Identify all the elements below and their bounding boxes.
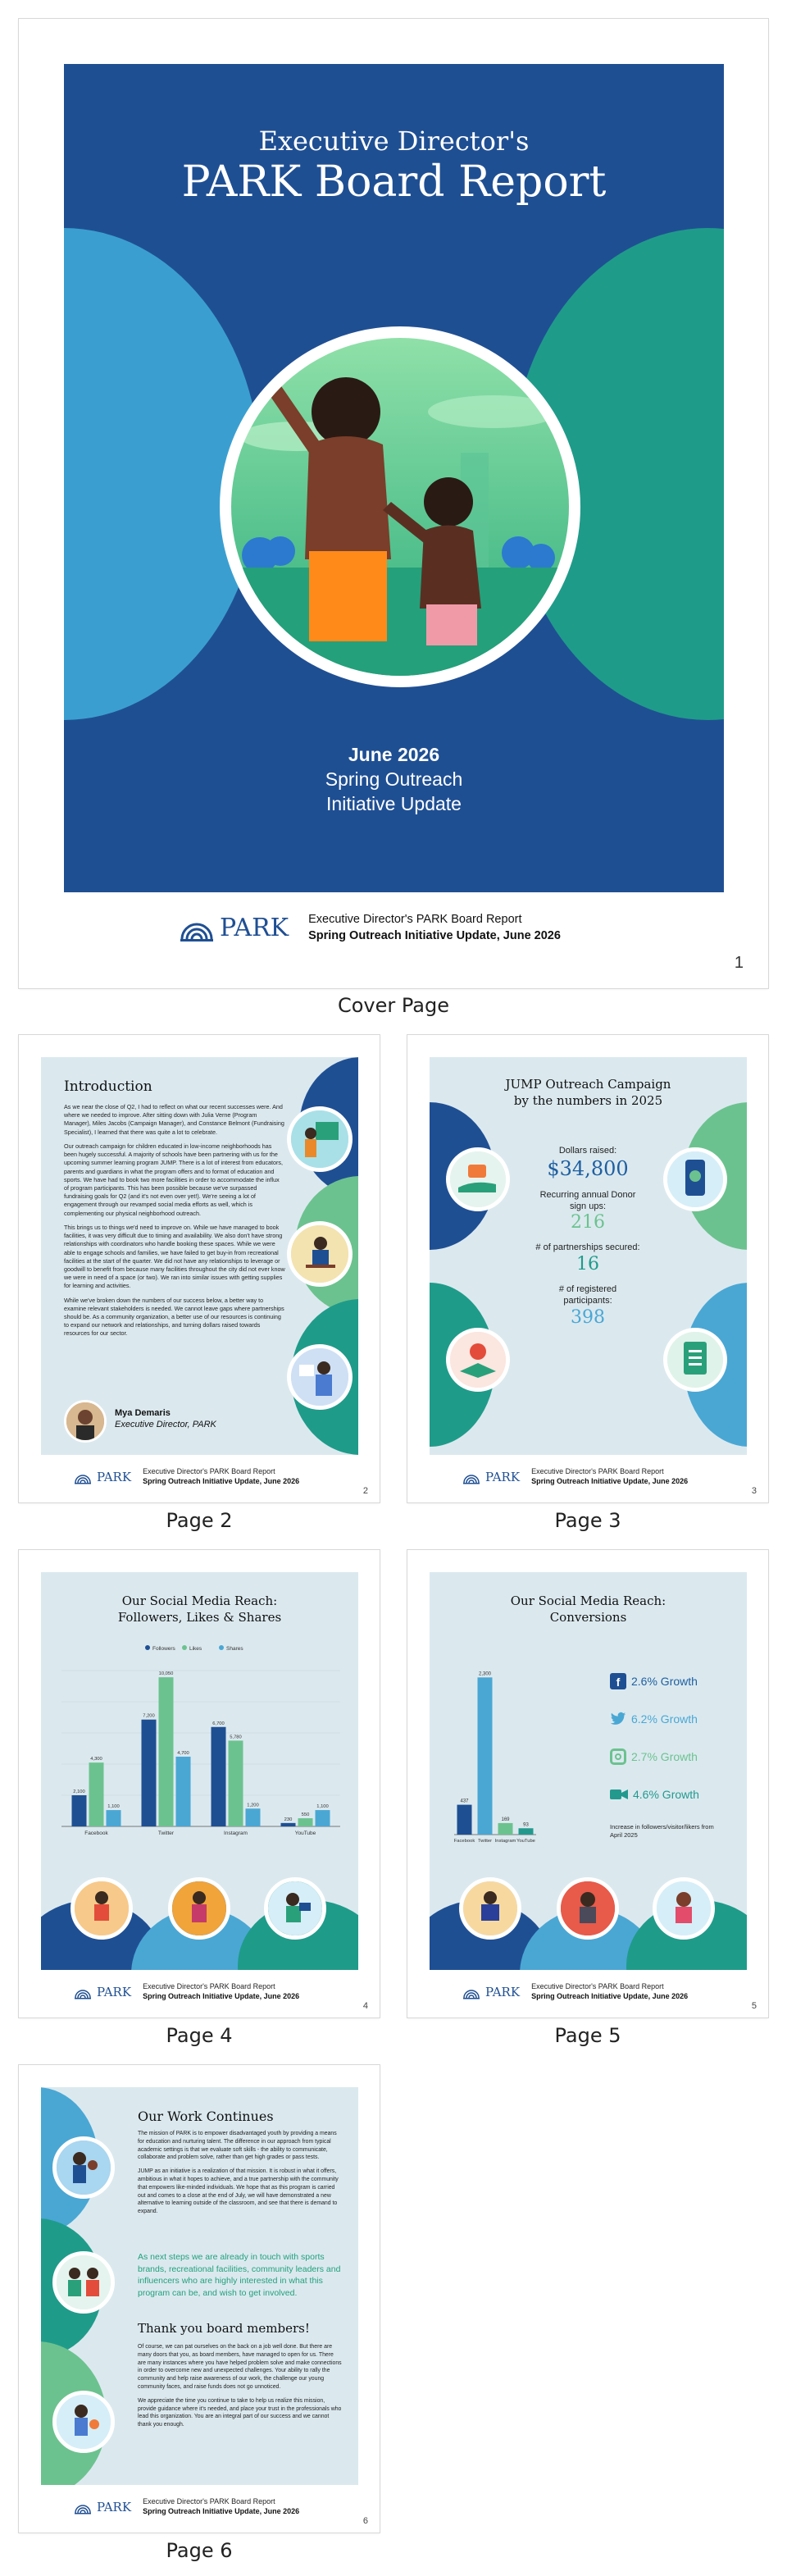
bar-facebook xyxy=(457,1805,472,1835)
stat-partnerships: 16 xyxy=(576,1254,599,1274)
stat-participants: 398 xyxy=(571,1306,605,1328)
teacher-board-icon xyxy=(291,1110,348,1168)
page3-photo-handshake xyxy=(446,1328,510,1392)
group-icon xyxy=(57,2255,111,2309)
page6-body: The mission of PARK is to empower disadvantaged youth by providing a means for education and nurturing talent. The difference in our approach from typical academic settings is that we evaluate soft skills - the ability to communicate, collaborate and problem solve, rather than get high grades or pass tests. JUMP as an initiative is a realization of that mission. It is robust in what it offers, ambitious in what it hopes to achieve, and a true partnership with the community that empowers like-minded individuals. We hope that as this program is carried out and comes to a close at the end of July, we will have demonstrated a new alternative to learning outside of the classroom, and see that there is demand to expand. xyxy=(138,2131,339,2215)
x-tick-label: Instagram xyxy=(494,1839,516,1844)
park-logo: PARK xyxy=(179,911,289,944)
legend-label-shares: Shares xyxy=(226,1646,243,1652)
page6-heading: Our Work Continues xyxy=(138,2109,274,2124)
caption-page-4: Page 4 xyxy=(166,2024,233,2047)
x-tick-label: YouTube xyxy=(516,1839,535,1844)
page2-body: As we near the close of Q2, I had to reflect on what our recent successes were. And where we needed to improve. After sitting down with Julia Verne (Program Manager), Miles Jacobs (Campaign Manager), and Constance Belmont (Fundraising Specialist), I learned that there was quite a lot to celebrate. Our outreach campaign for children educated in low-income neighborhoods has been hugely successful. A majority of schools have been partnering with us for the upcoming summer learning program JUMP. There is a lot of interest from educators, parents and guardians in what the program offers and to format of education and sports. We have had to book two more facilities in order to accommodate the influx of program participants. This has been possible because we've surpassed fundraising goals for Q2 (and it's not even over yet!). We're seeing a lot of engagement through our revamped social media efforts as well, which is complementing our physical neighborhood outreach. This brings us to things we'd need to improve on. While we have managed to book facilities, it was very difficult due to timing and availability. We also don't have strong relationships with coordinators who handle booking these spaces. While we were able to engage schools and families, we have failed to get buy-in from recreational facilities at the start of the quarter. We did not have any relationships to leverage or goodwill to benefit from because many facilities throughout the city did not ever know we were in need of a space (or two). We ran into similar issues with getting supplies for learning and activities. While we've broken down the numbers of our success below, a better way to examine relevant stakeholders is needed. We cannot leave gaps where partnerships should be. As a community organization, a better use of our resources is continuing to expand our network and relationships, and turning dollars raised towards resources for our sector. xyxy=(64,1103,285,1338)
growth-row-facebook: f 2.6% Growth xyxy=(610,1662,741,1700)
footer-text: Executive Director's PARK Board Report Spring Outreach Initiative Update, June 2026 xyxy=(531,1982,689,2000)
data-label: 1,100 xyxy=(107,1804,120,1810)
footer-text: Executive Director's PARK Board Report Spring Outreach Initiative Update, June 2026 xyxy=(531,1467,689,1485)
data-label: 7,200 xyxy=(143,1713,155,1719)
stat-donors: 216 xyxy=(571,1212,605,1233)
page6-photo-1 xyxy=(52,2136,115,2199)
page5-photo-3 xyxy=(653,1877,715,1940)
data-label: 1,100 xyxy=(316,1804,329,1810)
page5-photo-1 xyxy=(459,1877,521,1940)
page3-stats: Dollars raised: $34,800 Recurring annual Donor sign ups: 216 # of partnerships secured: 16 # of registered participants: 398 xyxy=(526,1146,649,1328)
bar-instagram xyxy=(498,1823,513,1835)
page6-photo-3 xyxy=(52,2391,115,2453)
cover-illustration xyxy=(220,326,580,687)
page2-photo-1 xyxy=(287,1106,353,1172)
x-tick-label: Facebook xyxy=(453,1839,475,1844)
data-label: 2,300 xyxy=(478,1671,492,1677)
kid-jump-icon xyxy=(75,1881,129,1935)
signer-avatar xyxy=(64,1400,107,1443)
park-logo: PARK xyxy=(74,2499,131,2515)
page6-heading2: Thank you board members! xyxy=(138,2321,310,2336)
growth-note: Increase in followers/visitor/likers from April 2025 xyxy=(610,1823,714,1840)
page-4[interactable] xyxy=(19,1550,380,2017)
cover-date-block: June 2026 Spring Outreach Initiative Update xyxy=(325,744,463,814)
data-label: 4,700 xyxy=(177,1750,189,1756)
page6-panel xyxy=(41,2087,358,2485)
signer-block: Mya Demaris Executive Director, PARK xyxy=(115,1408,216,1429)
page3-heading: JUMP Outreach Campaign by the numbers in 2025 xyxy=(505,1077,671,1108)
data-label: 6,700 xyxy=(212,1721,225,1726)
bar-twitter-likes xyxy=(159,1677,174,1826)
page2-footer xyxy=(74,1467,299,1486)
student-desk-icon xyxy=(291,1225,348,1283)
instagram-icon xyxy=(610,1748,626,1765)
page3-footer xyxy=(462,1467,688,1486)
data-label: 4,300 xyxy=(90,1757,102,1762)
cover-page xyxy=(19,19,768,988)
growth-row-instagram: 2.7% Growth xyxy=(610,1738,741,1776)
x-tick-label: Instagram xyxy=(224,1831,248,1836)
data-label: 230 xyxy=(284,1817,293,1822)
page3-photo-money xyxy=(446,1147,510,1211)
caption-page-5: Page 5 xyxy=(554,2024,621,2047)
page4-photo-3 xyxy=(264,1877,326,1940)
bar-twitter-followers xyxy=(142,1720,157,1826)
legend-marker-shares xyxy=(219,1645,224,1650)
bar-instagram-shares xyxy=(246,1808,261,1826)
park-arch-icon xyxy=(74,1984,92,2000)
avatar-photo xyxy=(66,1402,104,1440)
hand-money-icon xyxy=(450,1151,506,1207)
page-3[interactable] xyxy=(407,1035,768,1502)
mentor-icon xyxy=(57,2141,111,2195)
boy-icon xyxy=(561,1881,615,1935)
twitter-icon xyxy=(610,1712,626,1726)
legend-marker-followers xyxy=(145,1645,150,1650)
page-2[interactable] xyxy=(19,1035,380,1502)
reader-icon xyxy=(463,1881,517,1935)
phone-signup-icon xyxy=(667,1151,723,1207)
page6-number: 6 xyxy=(362,2516,368,2526)
page4-panel xyxy=(41,1572,358,1970)
bar-youtube-shares xyxy=(316,1810,330,1826)
growth-list xyxy=(610,1662,741,1840)
footer-text: Executive Director's PARK Board Report Spring Outreach Initiative Update, June 2026 xyxy=(143,2497,300,2515)
page6-highlight: As next steps we are already in touch with sports brands, recreational facilities, community leaders and influencers who are highly interested in what this program can be, and wish to get involved. xyxy=(138,2252,341,2299)
page2-heading: Introduction xyxy=(64,1078,152,1095)
park-arch-icon xyxy=(462,1469,480,1485)
conversions-chart xyxy=(438,1638,602,1859)
data-label: 93 xyxy=(523,1822,529,1828)
parent-child-illustration xyxy=(231,338,569,676)
page-5[interactable] xyxy=(407,1550,768,2017)
handshake-icon xyxy=(450,1332,506,1388)
park-arch-icon xyxy=(179,911,215,944)
page4-photo-1 xyxy=(71,1877,133,1940)
cover-footer-text: Executive Director's PARK Board Report Spring Outreach Initiative Update, June 2026 xyxy=(308,913,561,943)
bar-instagram-likes xyxy=(229,1740,243,1826)
page2-number: 2 xyxy=(362,1486,368,1496)
park-arch-icon xyxy=(74,1469,92,1485)
page5-panel xyxy=(430,1572,747,1970)
page-6[interactable] xyxy=(19,2065,380,2533)
page6-body2: Of course, we can pat ourselves on the back on a job well done. But there are many doors that you, as board members, have managed to open for us. There are many instances where you have helped problem solve and make connections in order to overcome new and unexpected challenges. Your ability to rally the community and help raise awareness of our work, the challenge our young community faces, and raise funds does not go unnoticed. We appreciate the time you continue to take to help us realize this mission, provide guidance where it's needed, and place your trust in the professionals who lead this organization. You are an integral part of our success and we cannot thank you enough. xyxy=(138,2344,342,2428)
page4-number: 4 xyxy=(362,2001,368,2011)
page5-footer xyxy=(462,1982,688,2001)
page4-heading: Our Social Media Reach: Followers, Likes & Shares xyxy=(117,1593,282,1625)
footer-text: Executive Director's PARK Board Report Spring Outreach Initiative Update, June 2026 xyxy=(143,1467,300,1485)
girl-icon xyxy=(657,1881,711,1935)
park-logo: PARK xyxy=(74,1984,131,2000)
youtube-icon xyxy=(610,1788,628,1801)
data-label: 169 xyxy=(501,1817,510,1822)
data-label: 10,050 xyxy=(158,1671,174,1677)
bar-youtube xyxy=(519,1828,534,1835)
x-tick-label: YouTube xyxy=(294,1831,316,1836)
bar-facebook-likes xyxy=(89,1762,104,1826)
x-tick-label: Twitter xyxy=(157,1831,175,1836)
bar-facebook-shares xyxy=(107,1810,121,1826)
data-label: 2,100 xyxy=(73,1790,85,1794)
data-label: 437 xyxy=(460,1799,469,1804)
page6-photo-2 xyxy=(52,2251,115,2314)
cover-footer xyxy=(179,911,561,945)
cover-page-number: 1 xyxy=(734,954,744,972)
legend-label-likes: Likes xyxy=(189,1646,202,1652)
facebook-icon: f xyxy=(610,1673,626,1689)
data-label: 550 xyxy=(301,1812,310,1818)
park-arch-icon xyxy=(74,2499,92,2515)
presenter-icon xyxy=(291,1348,348,1406)
page2-photo-3 xyxy=(287,1344,353,1410)
park-logo: PARK xyxy=(462,1469,520,1485)
x-tick-label: Twitter xyxy=(477,1839,493,1844)
data-label: 5,780 xyxy=(230,1735,242,1740)
footer-text: Executive Director's PARK Board Report Spring Outreach Initiative Update, June 2026 xyxy=(143,1982,300,2000)
page6-footer xyxy=(74,2497,299,2516)
kid-camera-icon xyxy=(268,1881,322,1935)
growth-row-twitter: 6.2% Growth xyxy=(610,1700,741,1738)
followers-likes-shares-chart xyxy=(41,1638,358,1859)
legend-label-followers: Followers xyxy=(152,1646,175,1652)
park-arch-icon xyxy=(462,1984,480,2000)
page5-photo-2 xyxy=(557,1877,619,1940)
page2-photo-2 xyxy=(287,1221,353,1287)
page3-photo-clipboard xyxy=(663,1328,727,1392)
page3-panel xyxy=(430,1057,747,1455)
page4-photo-2 xyxy=(168,1877,230,1940)
bar-instagram-followers xyxy=(212,1727,226,1826)
bar-facebook-followers xyxy=(72,1795,87,1826)
page4-footer xyxy=(74,1982,299,2001)
legend-marker-likes xyxy=(182,1645,187,1650)
caption-page-6: Page 6 xyxy=(166,2539,233,2562)
page3-photo-phone xyxy=(663,1147,727,1211)
data-label: 1,200 xyxy=(247,1803,259,1808)
page2-panel xyxy=(41,1057,358,1455)
caption-page-2: Page 2 xyxy=(166,1509,233,1532)
page3-number: 3 xyxy=(751,1486,757,1496)
cover-title: Executive Director's PARK Board Report xyxy=(181,125,607,207)
page5-heading: Our Social Media Reach: Conversions xyxy=(510,1593,666,1625)
stat-dollars: $34,800 xyxy=(547,1156,629,1180)
bar-youtube-followers xyxy=(281,1823,296,1826)
page5-number: 5 xyxy=(751,2001,757,2011)
growth-row-youtube: 4.6% Growth xyxy=(610,1776,741,1813)
park-logo: PARK xyxy=(462,1984,520,2000)
basketball-icon xyxy=(57,2395,111,2449)
x-tick-label: Facebook xyxy=(84,1831,108,1836)
bar-twitter-shares xyxy=(176,1757,191,1826)
park-logo: PARK xyxy=(74,1469,131,1485)
kid-dance-icon xyxy=(172,1881,226,1935)
cover-panel xyxy=(64,64,724,892)
caption-cover: Cover Page xyxy=(337,994,449,1017)
bar-youtube-likes xyxy=(298,1818,313,1826)
caption-page-3: Page 3 xyxy=(554,1509,621,1532)
bar-twitter xyxy=(478,1677,493,1835)
clipboard-icon xyxy=(667,1332,723,1388)
